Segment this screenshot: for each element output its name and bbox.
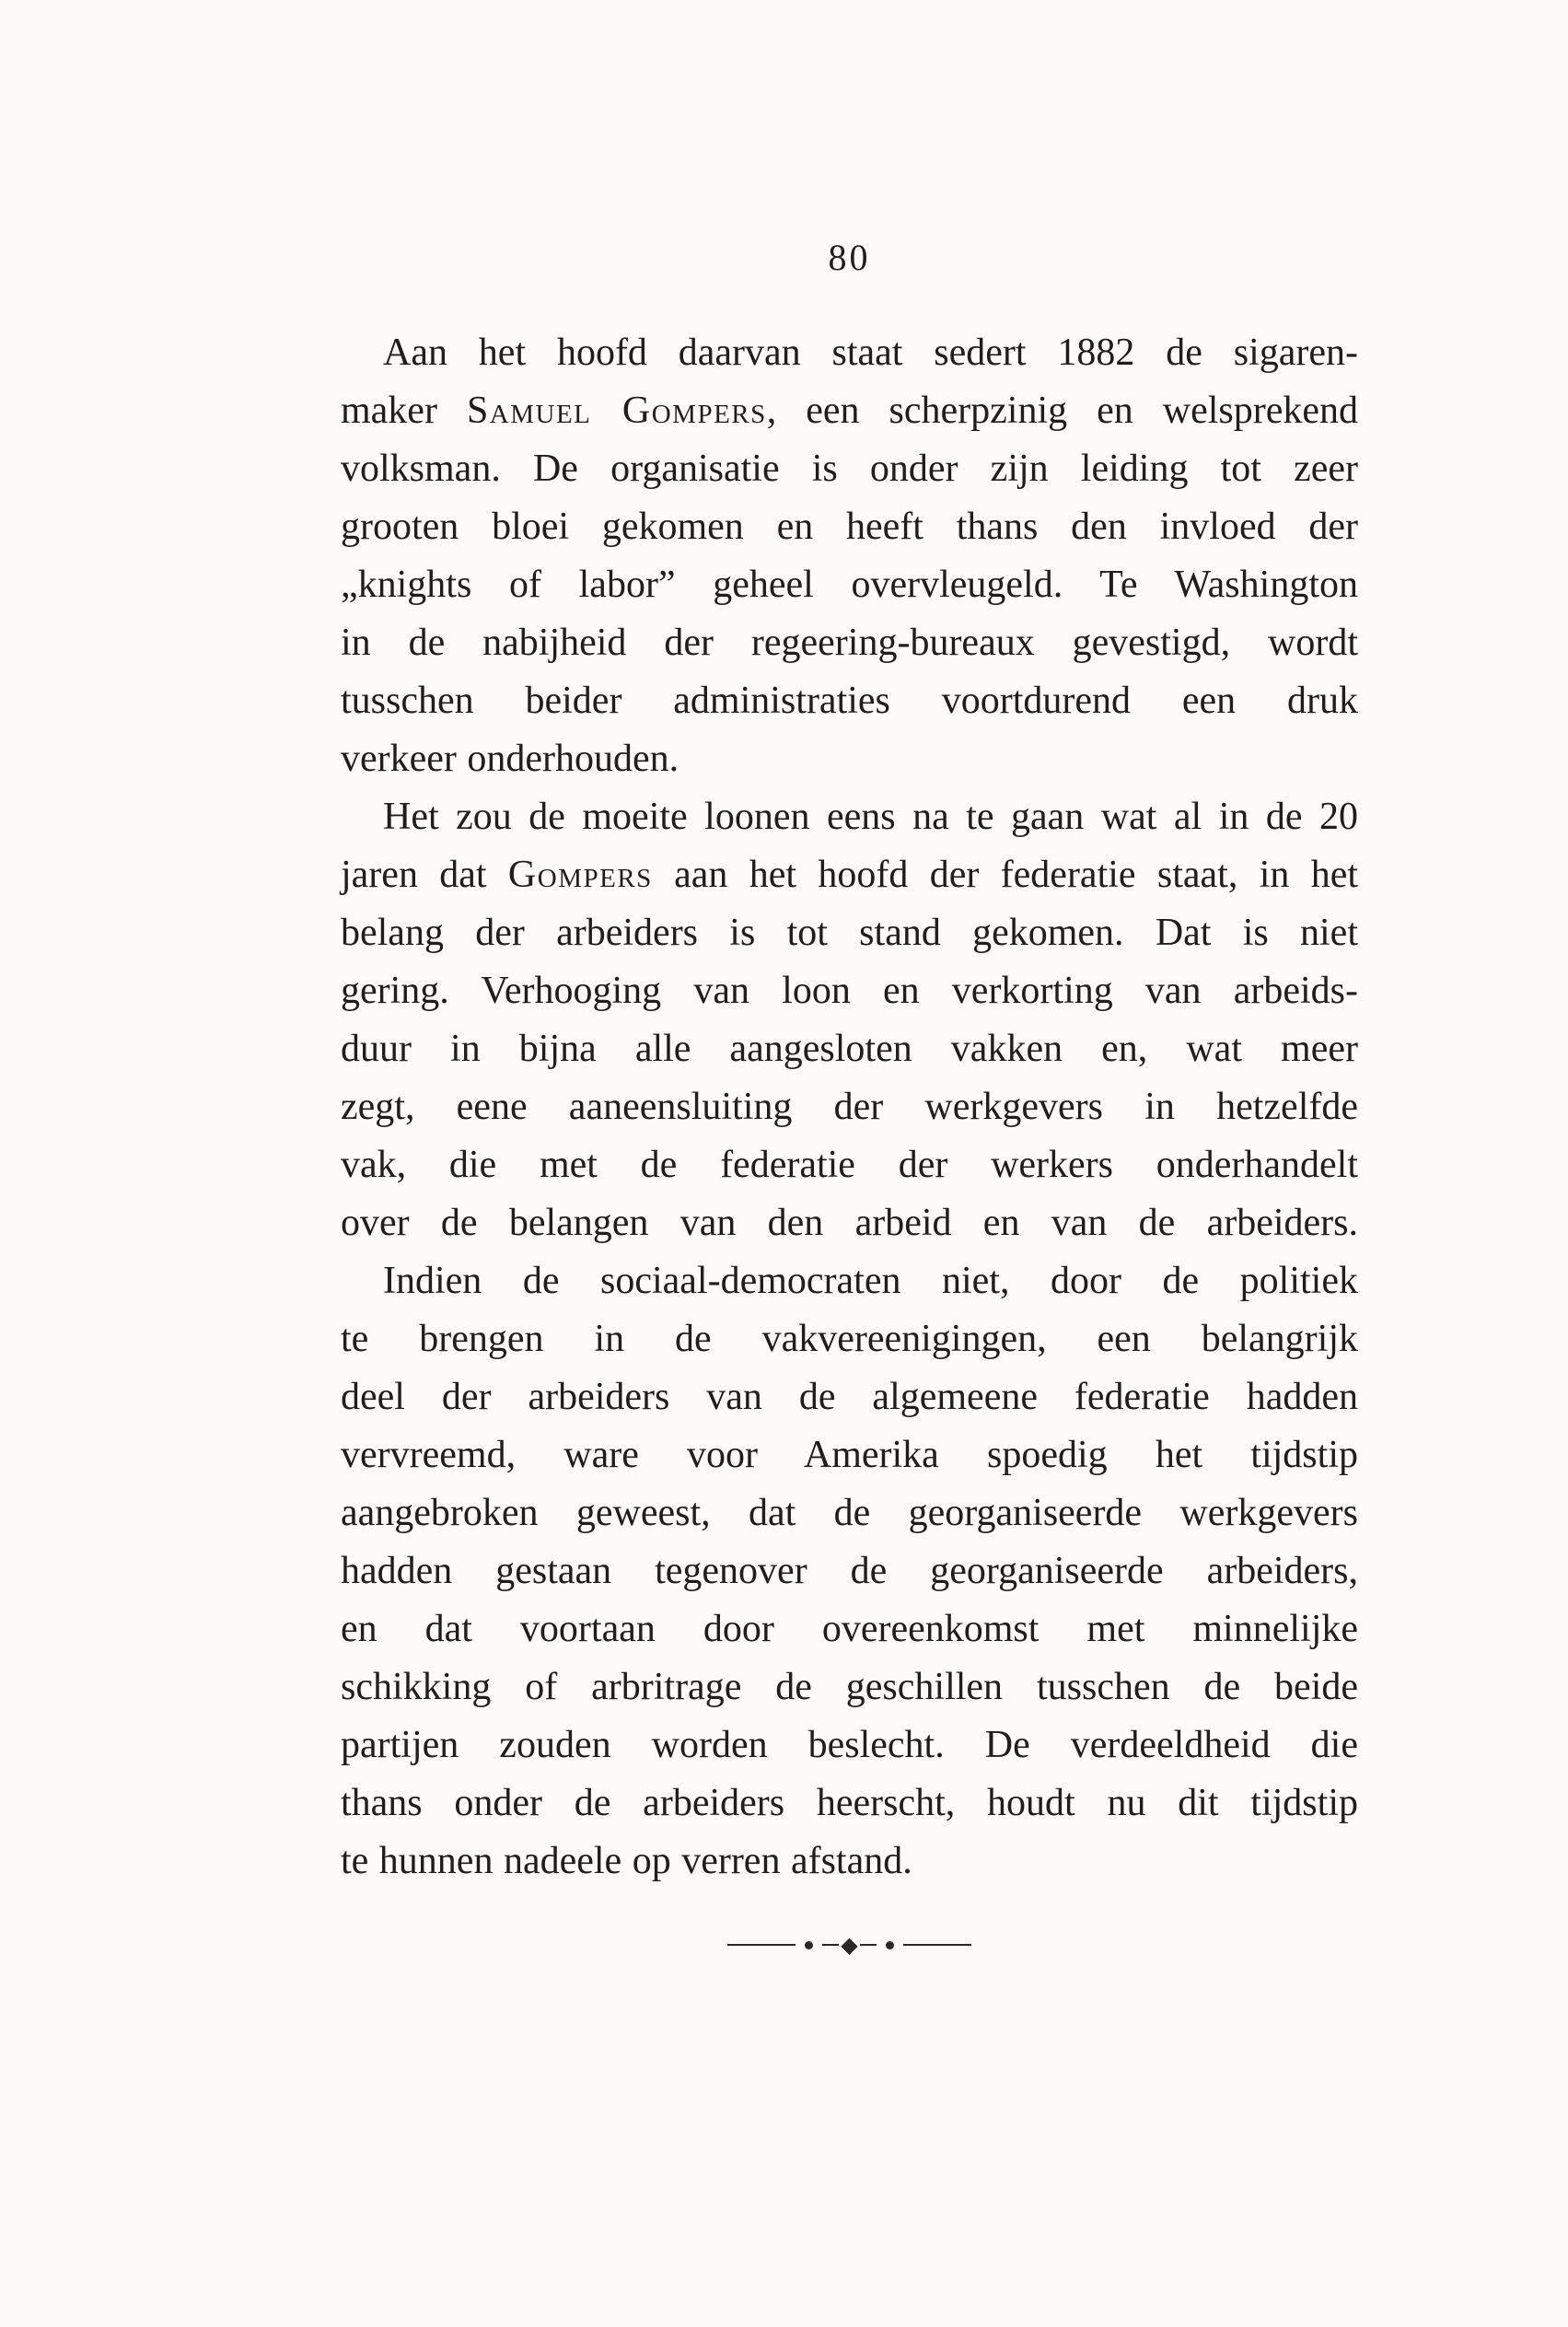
text-segment: aan het hoofd der federatie staat, in het <box>652 854 1359 896</box>
text-line: vervreemd, ware voor Amerika spoedig het tijdstip <box>341 1434 1358 1476</box>
text-line <box>341 382 1358 440</box>
text-line: zegt, eene aaneensluiting der werkgevers in hetzelfde <box>341 1086 1358 1128</box>
text-line: Aan het hoofd daarvan staat sedert 1882 de sigaren- <box>383 332 1358 374</box>
text-line: volksman. De organisatie is onder zijn leiding tot zeer <box>341 448 1358 490</box>
paragraph <box>341 324 1358 788</box>
text-line: over de belangen van den arbeid en van de arbeiders. <box>341 1202 1358 1244</box>
ornament-divider <box>341 1934 1358 1956</box>
text-line: tusschen beider administraties voortdurend een druk <box>341 680 1358 722</box>
text-line: thans onder de arbeiders heerscht, houdt nu dit tijdstip <box>341 1782 1358 1824</box>
smallcaps-name: Samuel Gompers <box>466 390 767 432</box>
divider-line-right <box>903 1944 971 1946</box>
text-line: Indien de sociaal-democraten niet, door de politiek <box>383 1260 1358 1302</box>
divider-line-mid-right <box>860 1944 877 1946</box>
text-line: in de nabijheid der regeering-bureaux gevestigd, wordt <box>341 622 1358 664</box>
text-line: Het zou de moeite loonen eens na te gaan wat al in de 20 <box>383 796 1358 838</box>
divider-line-mid-left <box>822 1944 839 1946</box>
text-line: deel der arbeiders van de algemeene federatie hadden <box>341 1376 1358 1418</box>
paragraph <box>341 788 1358 1252</box>
smallcaps-name: Gompers <box>507 854 653 896</box>
text-segment: maker <box>341 390 467 432</box>
text-line: hadden gestaan tegenover de georganiseerde arbeiders, <box>341 1550 1358 1592</box>
text-line: grooten bloei gekomen en heeft thans den invloed der <box>341 506 1358 548</box>
text-line: schikking of arbritrage de geschillen tusschen de beide <box>341 1666 1358 1708</box>
text-line: partijen zouden worden beslecht. De verdeeldheid die <box>341 1724 1358 1766</box>
text-segment: , een scherpzinig en welsprekend <box>766 390 1358 432</box>
text-line: aangebroken geweest, dat de georganiseerde werkgevers <box>341 1492 1358 1534</box>
text-segment: jaren dat <box>341 854 508 896</box>
divider-dot-left <box>805 1941 813 1949</box>
text-line: te hunnen nadeele op verren afstand. <box>341 1840 912 1882</box>
divider-ornament-icon: ◆ <box>841 1932 858 1958</box>
text-line: „knights of labor” geheel overvleugeld. Te Washington <box>341 564 1358 606</box>
page-number: 80 <box>828 237 871 278</box>
divider-dot-right <box>886 1941 894 1949</box>
text-line: duur in bijna alle aangesloten vakken en, wat meer <box>341 1028 1358 1070</box>
text-line: te brengen in de vakvereenigingen, een belangrijk <box>341 1318 1358 1360</box>
text-line: en dat voortaan door overeenkomst met minnelijke <box>341 1608 1358 1650</box>
text-line: verkeer onderhouden. <box>341 738 679 780</box>
text-line: gering. Verhooging van loon en verkorting van arbeids- <box>341 970 1358 1012</box>
text-line: belang der arbeiders is tot stand gekomen. Dat is niet <box>341 912 1358 954</box>
text-line <box>341 846 1358 904</box>
text-block <box>341 324 1358 1891</box>
paragraph <box>341 1252 1358 1891</box>
divider-line-left <box>727 1944 796 1946</box>
text-line: vak, die met de federatie der werkers onderhandelt <box>341 1144 1358 1186</box>
